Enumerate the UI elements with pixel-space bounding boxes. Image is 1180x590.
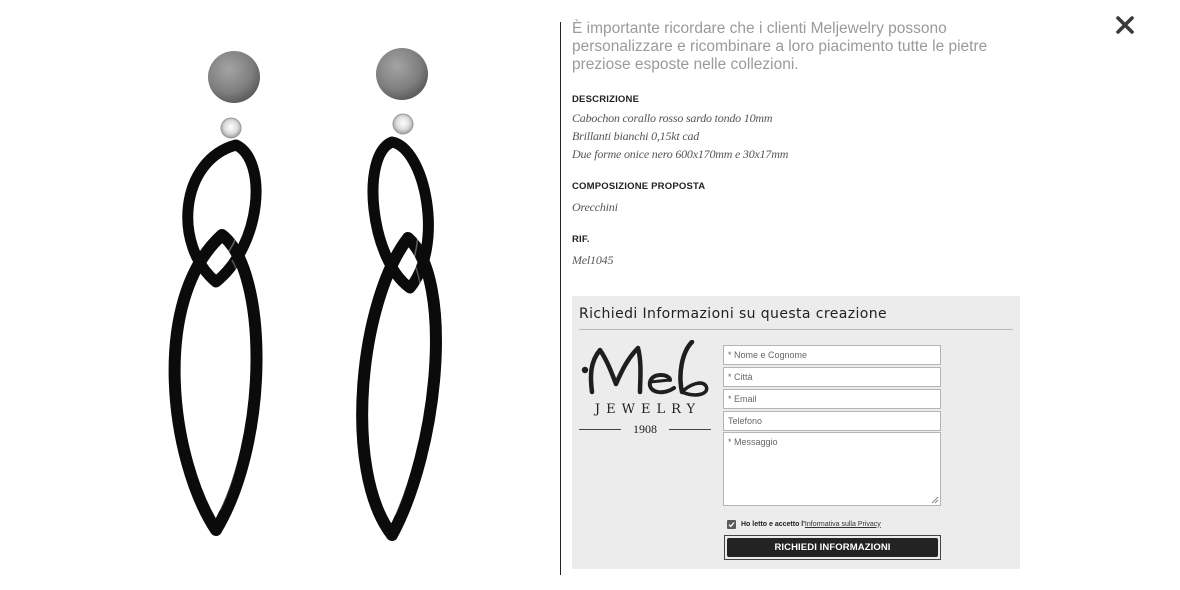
composition-heading: COMPOSIZIONE PROPOSTA (572, 181, 706, 192)
product-image (120, 20, 540, 575)
logo-year: 1908 (578, 422, 712, 437)
description-line: Due forme onice nero 600x170mm e 30x17mm (572, 147, 789, 161)
info-request-form (572, 296, 1020, 569)
product-details (572, 20, 1032, 269)
privacy-checkbox[interactable] (727, 520, 736, 529)
phone-placeholder: Telefono (728, 416, 763, 426)
right-earring (362, 48, 436, 535)
mel-jewelry-logo (578, 340, 712, 440)
resize-grip-icon[interactable] (931, 496, 939, 504)
email-placeholder: * Email (728, 394, 757, 404)
diamond-stone (393, 114, 413, 134)
reference-value: Mel1045 (572, 253, 614, 267)
description-line: Cabochon corallo rosso sardo tondo 10mm (572, 111, 773, 125)
logo-wordmark (578, 340, 712, 402)
cabochon-stone (208, 51, 260, 103)
phone-field[interactable] (723, 411, 941, 431)
diamond-stone (221, 118, 241, 138)
privacy-consent (727, 518, 881, 530)
form-divider (579, 329, 1013, 330)
cabochon-stone (376, 48, 428, 100)
message-textarea[interactable] (723, 432, 941, 506)
left-earring (175, 51, 260, 530)
intro-text: È importante ricordare che i clienti Meljewelry possono personalizzare e ricombinare a loro piacimento tutte le pietre preziose esposte nelle collezioni. (572, 20, 988, 73)
submit-button-frame (724, 535, 941, 560)
close-button[interactable] (1112, 12, 1138, 38)
submit-request-button[interactable]: RICHIEDI INFORMAZIONI (727, 538, 938, 557)
description-line: Brillanti bianchi 0,15kt cad (572, 129, 700, 143)
earrings-illustration (120, 20, 540, 575)
composition-value: Orecchini (572, 200, 618, 214)
close-icon (1112, 12, 1138, 38)
privacy-label: Ho letto e accetto l' (741, 520, 805, 528)
privacy-policy-link[interactable]: Informativa sulla Privacy (804, 520, 881, 528)
description-list (572, 109, 1032, 163)
name-field[interactable] (723, 345, 941, 365)
name-placeholder: * Nome e Cognome (728, 350, 808, 360)
city-placeholder: * Città (728, 372, 753, 382)
description-heading: DESCRIZIONE (572, 94, 640, 105)
message-placeholder: * Messaggio (728, 437, 778, 447)
vertical-divider (560, 22, 561, 575)
form-title: Richiedi Informazioni su questa creazione (579, 306, 887, 322)
city-field[interactable] (723, 367, 941, 387)
reference-heading: RIF. (572, 234, 590, 245)
logo-subtitle: JEWELRY (594, 402, 702, 417)
email-field[interactable] (723, 389, 941, 409)
checkmark-icon (727, 520, 736, 529)
